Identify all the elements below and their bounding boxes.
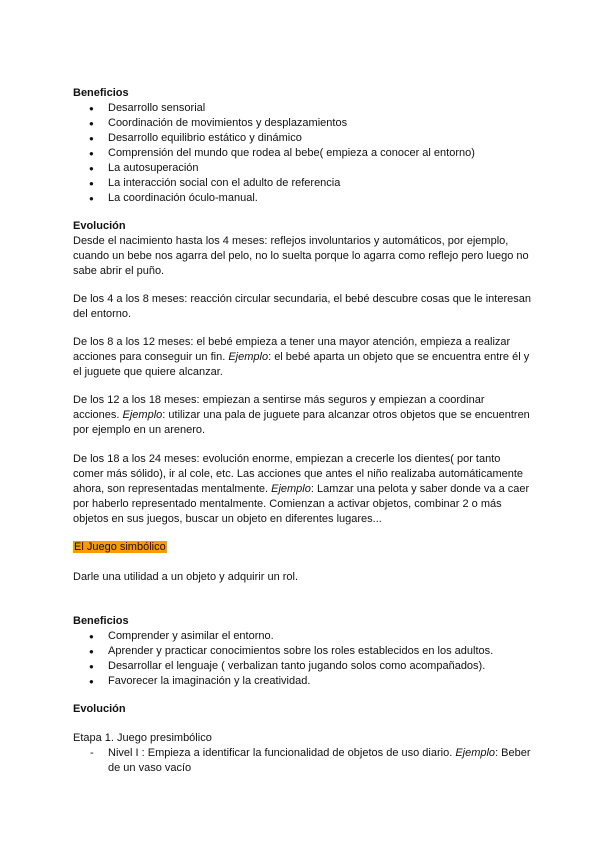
list-item: - Nivel I : Empieza a identificar la funcionalidad de objetos de uso diario. Ejemplo: Beber de un vaso vacío <box>73 746 531 776</box>
evolution-paragraph-4: De los 12 a los 18 meses: empiezan a sentirse más seguros y empiezan a coordinar acciones. Ejemplo: utilizar una pala de juguete para alcanzar otros objetos que se encuentren por ejemplo en un arenero. <box>73 394 530 436</box>
evolution-heading: Evolución <box>73 220 126 232</box>
benefits-list <box>73 101 531 206</box>
stage-title: Etapa 1. Juego presimbólico <box>73 732 212 744</box>
list-item: ● Desarrollo sensorial <box>73 101 531 116</box>
list-item: ● Comprensión del mundo que rodea al bebe( empieza a conocer al entorno) <box>73 146 531 161</box>
symbolic-play-description: Darle una utilidad a un objeto y adquirir un rol. <box>73 571 299 583</box>
list-item: ● Desarrollar el lenguaje ( verbalizan tanto jugando solos como acompañados). <box>73 659 531 674</box>
benefits-heading: Beneficios <box>73 87 129 99</box>
evolution-heading-2-row <box>73 702 531 717</box>
evolution-heading-2: Evolución <box>73 703 126 715</box>
evolution-section-1 <box>73 219 531 279</box>
list-item: ● Coordinación de movimientos y desplazamientos <box>73 116 531 131</box>
evolution-paragraph-5: De los 18 a los 24 meses: evolución enorme, empiezan a crecerle los dientes( por tanto comer más sólido), ir al cole, etc. Las acciones que antes el niño realizaba automáticamente ahora, son representadas mentalmente. Ejemplo: Lamzar una pelota y saber donde va a caer por haberlo representado mentalmente. Comienzan a activar objetos, combinar 2 o más objetos en sus juegos, buscar un objeto en diferentes lugares... <box>73 453 530 525</box>
list-item: ● La autosuperación <box>73 161 531 176</box>
benefits-section-2 <box>73 614 531 689</box>
stage-level-list <box>73 746 531 776</box>
evolution-paragraph-1: Desde el nacimiento hasta los 4 meses: reflejos involuntarios y automáticos, por ejemplo, cuando un bebe nos agarra del pelo, no lo suelta porque lo agarra como reflejo pero luego no sabe abrir el puño. <box>73 235 529 277</box>
symbolic-play-title-row <box>73 540 531 555</box>
evolution-paragraph-2: De los 4 a los 8 meses: reacción circular secundaria, el bebé descubre cosas que le interesan del entorno. <box>73 293 531 320</box>
list-item: ● Aprender y practicar conocimientos sobre los roles establecidos en los adultos. <box>73 644 531 659</box>
symbolic-play-title: El Juego simbólico <box>74 541 166 553</box>
list-item: ● Favorecer la imaginación y la creatividad. <box>73 674 531 689</box>
list-item: ● Desarrollo equilibrio estático y dinámico <box>73 131 531 146</box>
stage-block <box>73 731 531 776</box>
benefits-list-2 <box>73 629 531 689</box>
benefits-section-1 <box>73 86 531 206</box>
evolution-paragraph-3: De los 8 a los 12 meses: el bebé empieza a tener una mayor atención, empieza a realizar acciones para conseguir un fin. Ejemplo: el bebé aparta un objeto que se encuentra entre él y el juguete que quiere alcanzar. <box>73 336 530 378</box>
benefits-heading-2: Beneficios <box>73 615 129 627</box>
list-item: ● La coordinación óculo-manual. <box>73 191 531 206</box>
list-item: ● Comprender y asimilar el entorno. <box>73 629 531 644</box>
list-item: ● La interacción social con el adulto de referencia <box>73 176 531 191</box>
